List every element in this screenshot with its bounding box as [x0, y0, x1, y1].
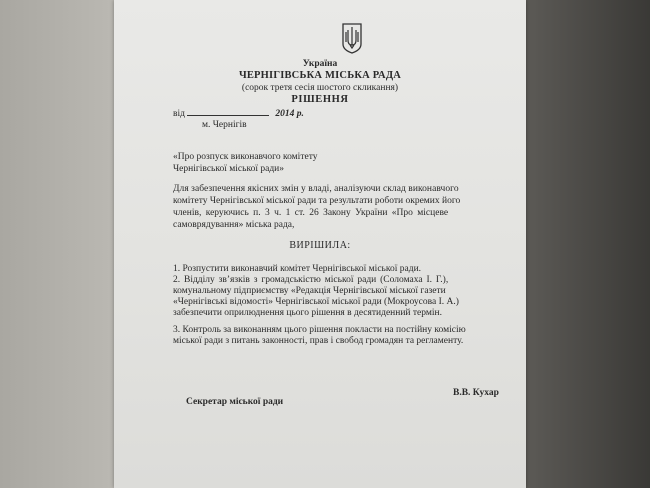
trident-emblem-icon — [341, 22, 363, 54]
date-year: 2014 р. — [275, 109, 304, 119]
signatory-title: Секретар міської ради — [186, 397, 284, 407]
date-prefix: від — [173, 109, 185, 119]
background-left — [0, 0, 118, 488]
decided-heading: ВИРІШИЛА: — [289, 240, 351, 251]
item-2-line-1: 2. Відділу зв’язків з громадськістю міської ради (Соломаха І. Г.), — [173, 275, 449, 285]
document-page — [114, 0, 526, 488]
item-2-line-3: «Чернігівські відомості» Чернігівської міської ради (Мокроусова І. А.) — [173, 297, 459, 307]
preamble-line-4: самоврядування» міська рада, — [173, 220, 295, 230]
item-2-line-2: комунальному підприємству «Редакція Чернігівської міської газети — [173, 286, 446, 296]
preamble-line-3: членів, керуючись п. 3 ч. 1 ст. 26 Закону України «Про місцеве — [173, 208, 449, 218]
subject-line-1: «Про розпуск виконавчого комітету — [173, 152, 318, 162]
date-line — [173, 107, 304, 120]
subject-line-2: Чернігівської міської ради» — [173, 164, 285, 174]
item-2-line-4: забезпечити оприлюднення цього рішення в десятиденний термін. — [173, 308, 442, 318]
background-right — [522, 0, 650, 488]
council-name: ЧЕРНІГІВСЬКА МІСЬКА РАДА — [238, 70, 402, 81]
signatory-name: В.В. Кухар — [453, 388, 499, 398]
item-1: 1. Розпустити виконавчий комітет Чернігівської міської ради. — [173, 264, 422, 274]
preamble-line-2: комітету Чернігівської міської ради та результати роботи окремих його — [173, 196, 461, 206]
country-name: Україна — [302, 59, 338, 69]
preamble-line-1: Для забезпечення якісних змін у владі, аналізуючи склад виконавчого — [173, 184, 459, 194]
document-type: РІШЕННЯ — [291, 94, 349, 105]
item-3-line-2: міської ради з питань законності, прав і свобод громадян та регламенту. — [173, 336, 464, 346]
item-3-line-1: 3. Контроль за виконанням цього рішення покласти на постійну комісію — [173, 325, 466, 335]
date-blank — [187, 107, 269, 116]
place: м. Чернігів — [202, 120, 247, 130]
session-info: (сорок третя сесія шостого скликання) — [241, 83, 399, 93]
